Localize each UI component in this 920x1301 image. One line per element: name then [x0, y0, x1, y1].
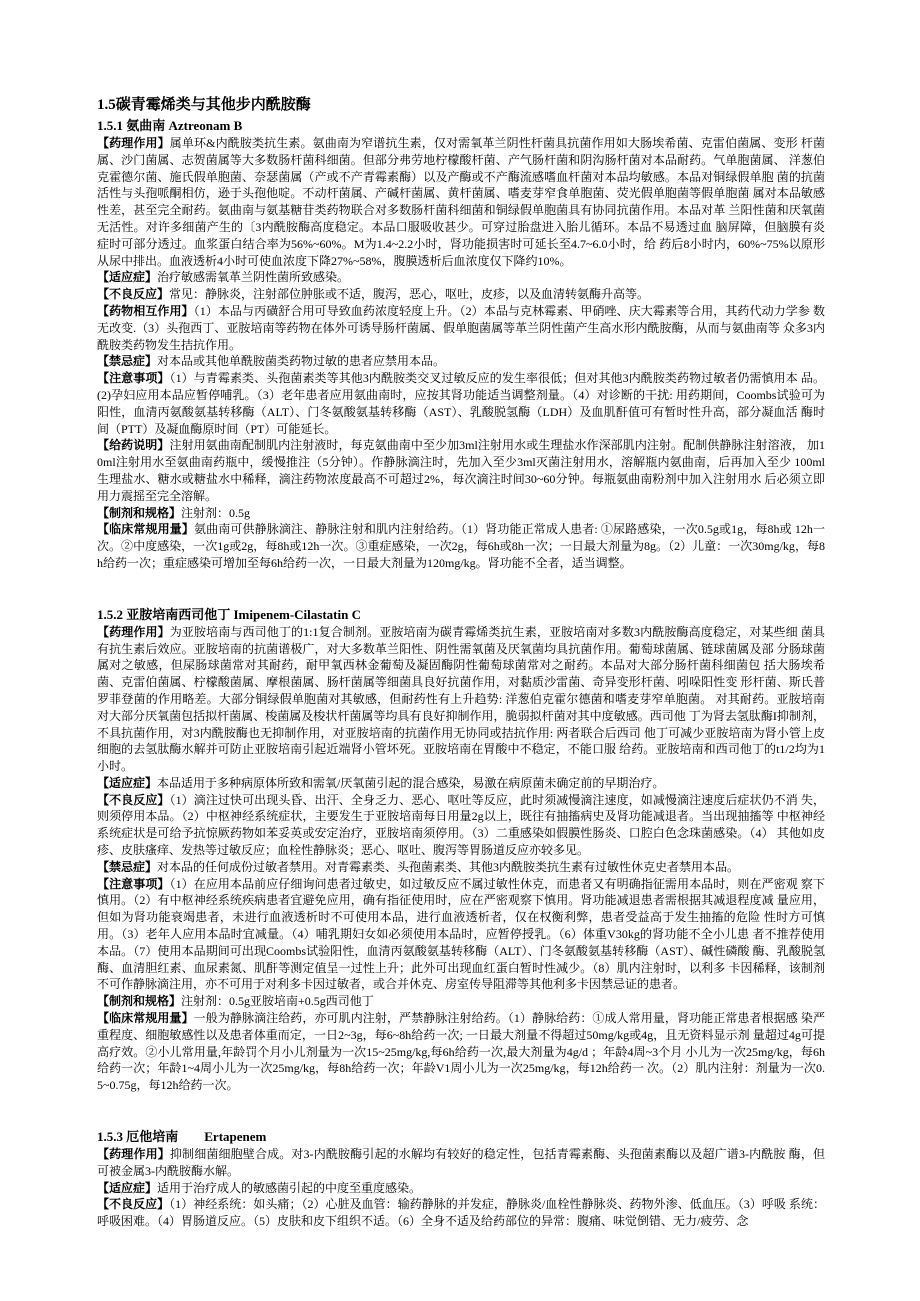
entry-contraindications — [97, 353, 825, 370]
page-title: 1.5碳青霉烯类与其他步内酰胺酶 — [97, 97, 311, 113]
section-heading-ertapenem: 1.5.3 厄他培南 Ertapenem — [97, 1129, 267, 1145]
entry-label: 【药理作用】 — [97, 1147, 170, 1162]
entry-label: 【不良反应】 — [97, 792, 170, 807]
entry-label: 【给药说明】 — [97, 438, 170, 453]
entry-text: 注射剂：0.5g — [181, 505, 251, 520]
entry-pharmacology — [97, 1146, 825, 1180]
entry-adverse-reactions — [97, 792, 825, 859]
entry-label: 【禁忌症】 — [97, 859, 158, 874]
entry-pharmacology — [97, 135, 825, 269]
entry-label: 【临床常规用量】 — [97, 522, 195, 537]
entry-precautions — [97, 876, 825, 994]
entry-clinical-dosage — [97, 1010, 825, 1094]
entry-text: 注射剂：0.5g亚胺培南+0.5g西司他丁 — [181, 994, 374, 1009]
entry-formulation-strength — [97, 505, 825, 522]
entry-text: 抑制细菌细胞壁合成。对3-内酰胺酶引起的水解均有较好的稳定性，包括青霉素酶、头孢菌素酶以及超广谱3-内酰胺 酶，但可被金属3-内酰胺酶水解。 — [97, 1147, 825, 1178]
section-aztreonam — [97, 117, 825, 572]
section-heading-imipenem-cilastatin: 1.5.2 亚胺培南西司他丁 Imipenem-Cilastatin C — [97, 606, 361, 622]
entry-text: 注射用氨曲南配制肌内注射液时，每克氨曲南中至少加3ml注射用水或生理盐水作深部肌内注射。配制供静脉注射溶液， 加10ml注射用水至氨曲南药瓶中，缓慢推注（5分钟）。作静脉滴注时，先加入至少3ml灭菌注射用水，溶解瓶内氨曲南，后再加入至少 100ml生理盐水、糖水或糖盐水中稀释，滴注药物浓度最高不可超过2%，每次滴注时间30~60分钟。每瓶氨曲南粉剂中加入注射用水 后必须立即用力震摇至完全溶解。 — [97, 438, 825, 503]
entry-label: 【制剂和规格】 — [97, 505, 182, 520]
entry-label: 【临床常规用量】 — [97, 1011, 194, 1026]
entry-text: 对本品的任何成份过敏者禁用。对青霉素类、头孢菌素类、其他3内酰胺类抗生素有过敏性休克史者禁用本品。 — [157, 859, 740, 874]
section-ertapenem — [97, 1128, 825, 1230]
entry-text: 对本品或其他单酰胺菌类药物过敏的患者应禁用本品。 — [157, 354, 446, 369]
entry-label: 【药理作用】 — [97, 136, 170, 150]
entry-drug-interactions — [97, 303, 825, 353]
entry-text: （1）与青霉素类、头孢菌素类等其他3内酰胺类交叉过敏反应的发生率很低；但对其他3内酰胺类药物过敏者仍需慎用本 品。(2)孕妇应用本品应暂停哺乳。（3）老年患者应用氨曲南时，应按其肾功能适当调整剂量。（4）对诊断的干扰: 用药期间，Coombs试验可为阳性，血清丙氨酸氨基转移酶（ALT）、门冬氨酸氨基转移酶（AST）、乳酸脱氢酶（LDH）及血肌酐值可有暂时性升高，部分凝血活 酶时间（PTT）及凝血酶原时间（PT）可能延长。 — [97, 371, 825, 436]
entry-text: （1）在应用本品前应仔细询问患者过敏史，如过敏反应不属过敏性休克，而患者又有明确指征需用本品时，则在严密观 察下慎用。（2）有中枢神经系统疾病患者宜避免应用，确有指征使用时，应在严密观察下慎用。肾功能减退患者需根据其减退程度减 量应用，但如为肾功能衰竭患者，未进行血液透析时不可使用本品，进行血液透析者，仅在权衡利弊，患者受益高于发生抽搐的危险 性时方可慎用。（3）老年人应用本品时宜减量。（4）哺乳期妇女如必须使用本品时，应暂停授乳。（6）体重V30kg的肾功能不全小儿患 者不推荐使用本品。（7）使用本品期间可出现Coombs试验阳性，血清丙氨酸氨基转移酶（ALT）、门冬氨酸氨基转移酶（AST）、碱性磷酸 酶、乳酸脱氢酶、血清胆红素、血尿素氮、肌酐等测定值呈一过性上升；此外可出现血红蛋白暂时性减少。（8）肌内注射时，以利多 卡因稀释，该制剂不可作静脉滴注用，亦不可用于对利多卡因过敏者，或合并休克、房室传导阻滞等其他利多卡因禁忌证的患者。 — [97, 876, 825, 992]
entry-text: （1）本品与丙磺舒合用可导致血药浓度轻度上升。（2）本品与克林霉素、甲硝唑、庆大霉素等合用，其药代动力学参 数无改变.（3）头孢西丁、亚胺培南等药物在体外可诱导肠杆菌属、假单胞菌属等革兰阴性菌产生高水形内酰胺酶，从而与氨曲南等 众多3内酰胺类药物发生拮抗作用。 — [97, 303, 825, 352]
entry-label: 【禁忌症】 — [97, 354, 158, 369]
entry-label: 【适应症】 — [97, 1180, 158, 1195]
entry-text: 常见：静脉炎，注射部位肿胀或不适，腹泻，恶心，呕吐，皮疹，以及血清转氨酶升高等。 — [169, 287, 650, 302]
entry-text: 氨曲南可供静脉滴注、静脉注射和肌内注射给药。（1）肾功能正常成人患者: ①尿路感染，一次0.5g或1g，每8h或 12h一次。②中度感染，一次1g或2g，每8h或12h一次。③重症感染，一次2g，每6h或8h一次；一日最大剂量为8g。（2）儿童：一次30mg/kg，每8h给药一次；重症感染可增加至每6h给药一次，一日最大剂量为120mg/kg。肾功能不全者，适当调整。 — [97, 522, 825, 570]
entry-text: 一般为静脉滴注给药，亦可肌内注射，严禁静脉注射给药。（1）静脉给药：①成人常用量，肾功能正常患者根据感 染严重程度、细胞敏感性以及患者体重而定，一日2~3g，每6~8h给药一次; 一日最大剂量不得超过50mg/kg或4g，且无资料显示剂 量超过4g可提高疗效。②小儿常用量,年龄罚个月小儿剂量为一次15~25mg/kg,每6h给药一次,最大剂量为4g/d ；年龄4周~3个月 小儿为一次25mg/kg，每6h给药一次；年龄1~4周小儿为一次25mg/kg，每8h给药一次；年龄V1周小儿为一次25mg/kg，每12h给药一 次。（2）肌内注射：剂量为一次0.5~0.75g，每12h给药一次。 — [97, 1011, 825, 1093]
entry-indications — [97, 269, 825, 286]
entry-adverse-reactions — [97, 1196, 825, 1230]
entry-label: 【药物相互作用】 — [97, 303, 194, 318]
entry-text: （1）神经系统：如头痛；（2）心脏及血管：输药静脉的并发症，静脉炎/血栓性静脉炎、药物外渗、低血压。（3）呼吸 系统：呼吸困难。（4）胃肠道反应。（5）皮肤和皮下组织不适。（6）全身不适及给药部位的异常：腹痛、味觉倒错、无力/疲劳、念 — [97, 1197, 825, 1229]
entry-indications — [97, 775, 825, 792]
entry-adverse-reactions — [97, 286, 825, 303]
entry-text: 本品适用于多种病原体所致和需氧/厌氧菌引起的混合感染，易激在病原菌未确定前的早期治疗。 — [157, 775, 665, 790]
entry-pharmacology — [97, 624, 825, 775]
entry-label: 【注意事项】 — [97, 371, 170, 386]
entry-text: 适用于治疗成人的敏感菌引起的中度至重度感染。 — [157, 1180, 422, 1195]
entry-clinical-dosage — [97, 521, 825, 571]
entry-label: 【适应症】 — [97, 270, 158, 285]
entry-label: 【药理作用】 — [97, 624, 170, 639]
entry-label: 【不良反应】 — [97, 287, 170, 302]
entry-label: 【注意事项】 — [97, 876, 170, 891]
entry-text: 属单环&内酰胺类抗生素。氨曲南为窄谱抗生素，仅对需氧革兰阴性杆菌具抗菌作用如大肠埃希菌、克雷伯菌属、变形 杆菌属、沙门菌属、志贺菌属等大多数肠杆菌科细菌。但部分弗劳地柠檬酸杆菌、产气肠杆菌和阴沟肠杆菌对本品耐药。气单胞菌属、 洋葱伯克霍德尔菌、施氏假单胞菌、奈瑟菌属（产或不产青霉素酶）以及产酶或不产酶流感嗜血杆菌对本品均敏感。本品对铜绿假单胞 菌的抗菌活性与头孢哌酮相仿，逊于头孢他啶。不动杆菌属、产碱杆菌属、黄杆菌属、嗜麦芽窄食单胞菌、荧光假单胞菌等假单胞菌 属对本品敏感性差，甚至完全耐药。氨曲南与氨基糖苷类药物联合对多数肠杆菌科细菌和铜绿假单胞菌具有协同抗菌作用。本品对革 兰阳性菌和厌氧菌无活性。对许多细菌产生的〔3内酰胺酶高度稳定。本品口服吸收甚少。可穿过胎盘进入胎儿循环。本品不易透过血 脑屏障，但脑膜有炎症时可部分透过。血浆蛋白结合率为56%~60%。M为1.4~2.2小时，肾功能损害时可延长至4.7~6.0小时，给 药后8小时内，60%~75%以原形从尿中排出。血液透析4小时可使血浓度下降27%~58%，腹膜透析后血浓度仅下降约10%。 — [97, 136, 825, 268]
entry-text: 为亚胺培南与西司他丁的1:1复合制剂。亚胺培南为碳青霉烯类抗生素，亚胺培南对多数3内酰胺酶高度稳定，对某些细 菌具有抗生素后效应。亚胺培南的抗菌谱极广，对大多数革兰阳性、阴性需氧菌及厌氧菌均具抗菌作用。葡萄球菌属、链球菌属及部 分肠球菌属对之敏感，但屎肠球菌常对其耐药，耐甲氧西林金葡萄及凝固酶阴性葡萄球菌常对之耐药。本品对大部分肠杆菌科细菌包 括大肠埃希菌、克雷伯菌属、柠檬酸菌属、摩根菌属、肠杆菌属等细菌具良好抗菌作用，对黏质沙雷菌、奇异变形杆菌、吲哚阳性变 形杆菌、斯氏普罗菲登菌的作用略差。大部分铜绿假单胞菌对其敏感，但耐药性有上升趋势: 洋葱伯克霍尔德菌和嗜麦芽窄单胞菌。 对其耐药。亚胺培南对大部分厌氧菌包括拟杆菌属、梭菌属及梭状杆菌属等均具有良好抑制作用，脆弱拟杆菌对其中度敏感。西司他 丁为肾去氢肽酶I抑制剂，不具抗菌作用，对3内酰胺酶也无抑制作用，对亚胺培南的抗菌作用无协同或拮抗作用: 两者联合后西司 他丁可减少亚胺培南为肾小管上皮细胞的去氢肽酶水解并可防止亚胺培南引起近端肾小管坏死。亚胺培南在胃酸中不稳定，不能口服 给药。亚胺培南和西司他丁的t1/2均为1小时。 — [97, 624, 825, 774]
entry-administration-notes — [97, 437, 825, 504]
section-imipenem-cilastatin — [97, 606, 825, 1094]
entry-label: 【不良反应】 — [97, 1197, 170, 1212]
entry-label: 【制剂和规格】 — [97, 994, 182, 1009]
entry-contraindications — [97, 859, 825, 876]
entry-precautions — [97, 370, 825, 437]
entry-text: 治疗敏感需氧革兰阴性菌所致感染。 — [157, 270, 350, 285]
entry-text: （1）滴注过快可出现头昏、出汗、全身乏力、恶心、呕吐等反应，此时须减慢滴注速度，如减慢滴注速度后症状仍不消 失，则须停用本品。（2）中枢神经系统症状，主要发生于亚胺培南每日用量2g以上，既往有抽搐病史及肾功能减退者。当出现抽搐等 中枢神经系统症状是可给予抗惊厥药物如苯妥英或安定治疗，亚胺培南须停用。（3）二重感染如假膜性肠炎、口腔白色念珠菌感染。（4） 其他如皮疹、皮肤瘙痒、发热等过敏反应；血栓性静脉炎；恶心、呕吐、腹泻等胃肠道反应亦较多见。 — [97, 792, 825, 858]
entry-formulation-strength — [97, 993, 825, 1010]
entry-indications — [97, 1180, 825, 1197]
entry-label: 【适应症】 — [97, 775, 158, 790]
section-heading-aztreonam: 1.5.1 氨曲南 Aztreonam B — [97, 118, 243, 133]
